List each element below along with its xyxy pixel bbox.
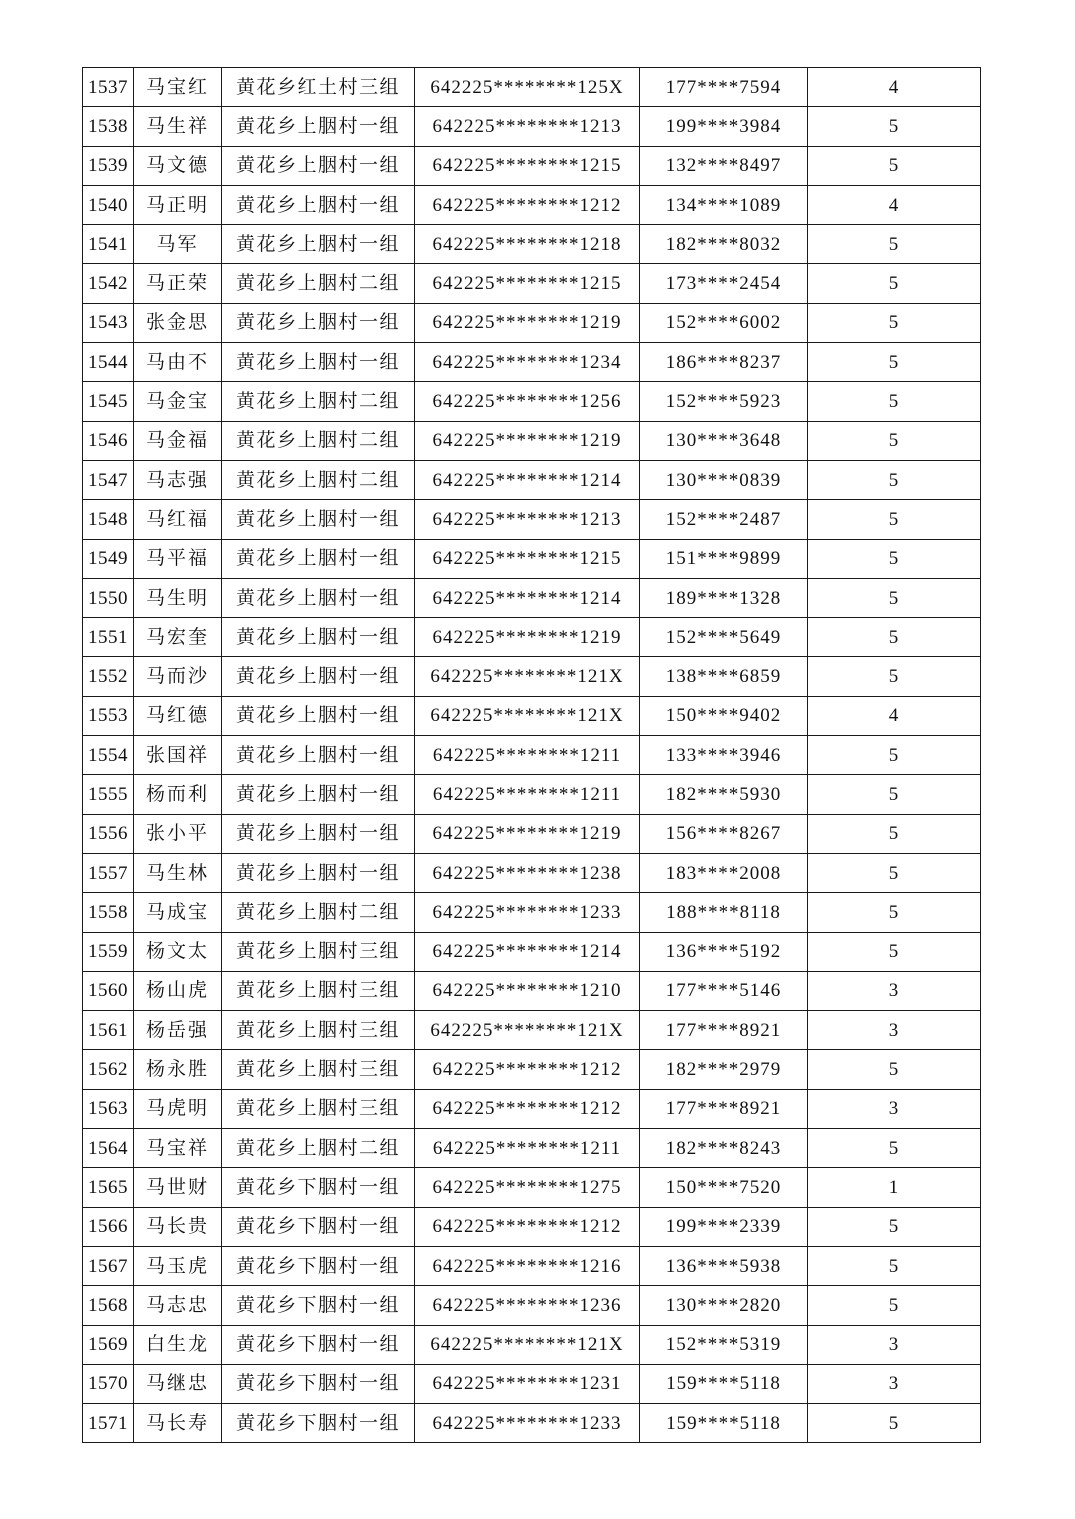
cell-id-number: 642225********1211 <box>415 775 640 814</box>
cell-seq: 1537 <box>83 68 134 107</box>
cell-id-number: 642225********1215 <box>415 264 640 303</box>
cell-id-number: 642225********1211 <box>415 736 640 775</box>
cell-address: 黄花乡上胭村一组 <box>222 736 415 775</box>
cell-name: 张小平 <box>134 814 222 853</box>
cell-count: 3 <box>808 971 981 1010</box>
cell-address: 黄花乡上胭村一组 <box>222 185 415 224</box>
table-row <box>83 1011 981 1050</box>
cell-seq: 1544 <box>83 343 134 382</box>
cell-seq: 1539 <box>83 146 134 185</box>
cell-phone: 151****9899 <box>640 539 808 578</box>
cell-seq: 1564 <box>83 1129 134 1168</box>
cell-seq: 1571 <box>83 1404 134 1443</box>
cell-id-number: 642225********1233 <box>415 893 640 932</box>
cell-name: 马志强 <box>134 460 222 499</box>
cell-address: 黄花乡上胭村二组 <box>222 264 415 303</box>
table-row <box>83 932 981 971</box>
cell-count: 5 <box>808 1246 981 1285</box>
cell-seq: 1566 <box>83 1207 134 1246</box>
cell-count: 5 <box>808 1050 981 1089</box>
cell-name: 杨而利 <box>134 775 222 814</box>
cell-phone: 186****8237 <box>640 343 808 382</box>
cell-count: 5 <box>808 225 981 264</box>
cell-address: 黄花乡上胭村一组 <box>222 343 415 382</box>
table-row <box>83 225 981 264</box>
cell-count: 4 <box>808 185 981 224</box>
cell-seq: 1555 <box>83 775 134 814</box>
cell-count: 5 <box>808 146 981 185</box>
cell-phone: 138****6859 <box>640 657 808 696</box>
cell-seq: 1560 <box>83 971 134 1010</box>
cell-id-number: 642225********1219 <box>415 618 640 657</box>
cell-seq: 1542 <box>83 264 134 303</box>
cell-address: 黄花乡上胭村一组 <box>222 539 415 578</box>
table-row <box>83 1286 981 1325</box>
cell-address: 黄花乡上胭村三组 <box>222 971 415 1010</box>
cell-count: 5 <box>808 853 981 892</box>
cell-name: 马玉虎 <box>134 1246 222 1285</box>
cell-name: 马金福 <box>134 421 222 460</box>
cell-id-number: 642225********1212 <box>415 1089 640 1128</box>
cell-seq: 1561 <box>83 1011 134 1050</box>
cell-phone: 182****8243 <box>640 1129 808 1168</box>
cell-seq: 1549 <box>83 539 134 578</box>
cell-address: 黄花乡上胭村一组 <box>222 146 415 185</box>
table-row <box>83 971 981 1010</box>
cell-seq: 1557 <box>83 853 134 892</box>
cell-name: 马正明 <box>134 185 222 224</box>
cell-name: 马世财 <box>134 1168 222 1207</box>
cell-seq: 1556 <box>83 814 134 853</box>
cell-phone: 130****2820 <box>640 1286 808 1325</box>
cell-name: 杨山虎 <box>134 971 222 1010</box>
cell-count: 5 <box>808 775 981 814</box>
cell-seq: 1551 <box>83 618 134 657</box>
cell-name: 张国祥 <box>134 736 222 775</box>
table-row <box>83 1325 981 1364</box>
cell-count: 5 <box>808 539 981 578</box>
cell-name: 马继忠 <box>134 1364 222 1403</box>
cell-name: 马志忠 <box>134 1286 222 1325</box>
cell-phone: 150****7520 <box>640 1168 808 1207</box>
cell-address: 黄花乡上胭村一组 <box>222 303 415 342</box>
cell-phone: 136****5192 <box>640 932 808 971</box>
cell-phone: 199****3984 <box>640 107 808 146</box>
cell-id-number: 642225********1218 <box>415 225 640 264</box>
cell-name: 马金宝 <box>134 382 222 421</box>
table-row <box>83 500 981 539</box>
cell-count: 5 <box>808 460 981 499</box>
cell-id-number: 642225********1215 <box>415 146 640 185</box>
cell-count: 5 <box>808 814 981 853</box>
cell-count: 5 <box>808 107 981 146</box>
cell-name: 马由不 <box>134 343 222 382</box>
table-row <box>83 1089 981 1128</box>
cell-phone: 159****5118 <box>640 1404 808 1443</box>
cell-address: 黄花乡上胭村二组 <box>222 421 415 460</box>
cell-id-number: 642225********125X <box>415 68 640 107</box>
cell-name: 马平福 <box>134 539 222 578</box>
cell-id-number: 642225********121X <box>415 1011 640 1050</box>
cell-address: 黄花乡上胭村二组 <box>222 460 415 499</box>
cell-address: 黄花乡上胭村二组 <box>222 382 415 421</box>
cell-id-number: 642225********1233 <box>415 1404 640 1443</box>
cell-address: 黄花乡上胭村一组 <box>222 696 415 735</box>
cell-name: 马成宝 <box>134 893 222 932</box>
cell-name: 马宝祥 <box>134 1129 222 1168</box>
cell-address: 黄花乡上胭村一组 <box>222 618 415 657</box>
cell-id-number: 642225********1219 <box>415 303 640 342</box>
cell-phone: 182****8032 <box>640 225 808 264</box>
cell-count: 3 <box>808 1325 981 1364</box>
cell-address: 黄花乡红土村三组 <box>222 68 415 107</box>
cell-count: 3 <box>808 1011 981 1050</box>
cell-seq: 1554 <box>83 736 134 775</box>
cell-address: 黄花乡下胭村一组 <box>222 1168 415 1207</box>
cell-id-number: 642225********1212 <box>415 185 640 224</box>
cell-id-number: 642225********1231 <box>415 1364 640 1403</box>
cell-count: 5 <box>808 893 981 932</box>
cell-seq: 1543 <box>83 303 134 342</box>
cell-name: 马红德 <box>134 696 222 735</box>
cell-address: 黄花乡上胭村一组 <box>222 500 415 539</box>
cell-seq: 1565 <box>83 1168 134 1207</box>
cell-address: 黄花乡上胭村一组 <box>222 578 415 617</box>
cell-phone: 152****5649 <box>640 618 808 657</box>
cell-id-number: 642225********1236 <box>415 1286 640 1325</box>
cell-count: 5 <box>808 421 981 460</box>
cell-seq: 1563 <box>83 1089 134 1128</box>
cell-count: 5 <box>808 382 981 421</box>
table-row <box>83 893 981 932</box>
cell-name: 杨岳强 <box>134 1011 222 1050</box>
table-row <box>83 696 981 735</box>
cell-count: 5 <box>808 1286 981 1325</box>
cell-count: 5 <box>808 500 981 539</box>
cell-seq: 1546 <box>83 421 134 460</box>
cell-address: 黄花乡上胭村一组 <box>222 775 415 814</box>
cell-name: 杨文太 <box>134 932 222 971</box>
table-row <box>83 1404 981 1443</box>
table-row <box>83 264 981 303</box>
cell-name: 马而沙 <box>134 657 222 696</box>
cell-id-number: 642225********1219 <box>415 421 640 460</box>
cell-id-number: 642225********1213 <box>415 500 640 539</box>
cell-seq: 1541 <box>83 225 134 264</box>
cell-phone: 130****3648 <box>640 421 808 460</box>
cell-phone: 150****9402 <box>640 696 808 735</box>
table-row <box>83 1207 981 1246</box>
cell-phone: 132****8497 <box>640 146 808 185</box>
cell-seq: 1559 <box>83 932 134 971</box>
cell-name: 马军 <box>134 225 222 264</box>
cell-seq: 1545 <box>83 382 134 421</box>
cell-phone: 152****5319 <box>640 1325 808 1364</box>
cell-seq: 1567 <box>83 1246 134 1285</box>
cell-id-number: 642225********1256 <box>415 382 640 421</box>
cell-phone: 134****1089 <box>640 185 808 224</box>
table-row <box>83 657 981 696</box>
cell-count: 5 <box>808 736 981 775</box>
cell-seq: 1570 <box>83 1364 134 1403</box>
cell-name: 马宝红 <box>134 68 222 107</box>
cell-phone: 177****5146 <box>640 971 808 1010</box>
table-row <box>83 382 981 421</box>
cell-address: 黄花乡上胭村一组 <box>222 225 415 264</box>
cell-count: 5 <box>808 303 981 342</box>
cell-id-number: 642225********1211 <box>415 1129 640 1168</box>
cell-address: 黄花乡上胭村三组 <box>222 1089 415 1128</box>
table-row <box>83 1129 981 1168</box>
cell-name: 马生林 <box>134 853 222 892</box>
cell-name: 马宏奎 <box>134 618 222 657</box>
table-row <box>83 303 981 342</box>
cell-count: 5 <box>808 932 981 971</box>
table-row <box>83 853 981 892</box>
cell-address: 黄花乡上胭村二组 <box>222 1129 415 1168</box>
cell-phone: 177****8921 <box>640 1011 808 1050</box>
cell-id-number: 642225********1215 <box>415 539 640 578</box>
cell-id-number: 642225********1214 <box>415 578 640 617</box>
cell-phone: 182****5930 <box>640 775 808 814</box>
cell-name: 杨永胜 <box>134 1050 222 1089</box>
cell-phone: 189****1328 <box>640 578 808 617</box>
cell-seq: 1548 <box>83 500 134 539</box>
table-row <box>83 578 981 617</box>
table-row <box>83 1168 981 1207</box>
cell-count: 3 <box>808 1089 981 1128</box>
cell-count: 5 <box>808 618 981 657</box>
cell-seq: 1550 <box>83 578 134 617</box>
table-row <box>83 1364 981 1403</box>
cell-count: 4 <box>808 696 981 735</box>
cell-id-number: 642225********1234 <box>415 343 640 382</box>
cell-phone: 199****2339 <box>640 1207 808 1246</box>
cell-count: 5 <box>808 264 981 303</box>
cell-name: 马长寿 <box>134 1404 222 1443</box>
cell-count: 5 <box>808 343 981 382</box>
cell-name: 马红福 <box>134 500 222 539</box>
table-row <box>83 618 981 657</box>
table-row <box>83 343 981 382</box>
cell-name: 马文德 <box>134 146 222 185</box>
cell-id-number: 642225********121X <box>415 696 640 735</box>
cell-phone: 152****6002 <box>640 303 808 342</box>
table-row <box>83 185 981 224</box>
cell-seq: 1568 <box>83 1286 134 1325</box>
cell-count: 3 <box>808 1364 981 1403</box>
cell-address: 黄花乡下胭村一组 <box>222 1246 415 1285</box>
roster-table <box>82 67 981 1443</box>
cell-id-number: 642225********1219 <box>415 814 640 853</box>
cell-phone: 177****7594 <box>640 68 808 107</box>
cell-phone: 188****8118 <box>640 893 808 932</box>
cell-seq: 1540 <box>83 185 134 224</box>
cell-id-number: 642225********1275 <box>415 1168 640 1207</box>
cell-phone: 156****8267 <box>640 814 808 853</box>
table-row <box>83 107 981 146</box>
cell-seq: 1558 <box>83 893 134 932</box>
cell-id-number: 642225********121X <box>415 657 640 696</box>
cell-address: 黄花乡上胭村三组 <box>222 1011 415 1050</box>
cell-phone: 133****3946 <box>640 736 808 775</box>
cell-address: 黄花乡下胭村一组 <box>222 1286 415 1325</box>
cell-address: 黄花乡下胭村一组 <box>222 1325 415 1364</box>
cell-id-number: 642225********1210 <box>415 971 640 1010</box>
cell-name: 白生龙 <box>134 1325 222 1364</box>
cell-count: 5 <box>808 657 981 696</box>
table-row <box>83 775 981 814</box>
table-row <box>83 736 981 775</box>
cell-phone: 130****0839 <box>640 460 808 499</box>
cell-phone: 177****8921 <box>640 1089 808 1128</box>
cell-name: 马虎明 <box>134 1089 222 1128</box>
cell-address: 黄花乡上胭村三组 <box>222 1050 415 1089</box>
roster-table-body <box>83 68 981 1443</box>
table-row <box>83 814 981 853</box>
cell-count: 4 <box>808 68 981 107</box>
cell-id-number: 642225********1214 <box>415 460 640 499</box>
cell-count: 5 <box>808 1404 981 1443</box>
cell-id-number: 642225********1213 <box>415 107 640 146</box>
cell-address: 黄花乡上胭村一组 <box>222 814 415 853</box>
cell-seq: 1569 <box>83 1325 134 1364</box>
cell-id-number: 642225********1216 <box>415 1246 640 1285</box>
cell-address: 黄花乡下胭村一组 <box>222 1207 415 1246</box>
cell-name: 马正荣 <box>134 264 222 303</box>
cell-address: 黄花乡下胭村一组 <box>222 1404 415 1443</box>
cell-phone: 182****2979 <box>640 1050 808 1089</box>
table-row <box>83 68 981 107</box>
cell-name: 马生祥 <box>134 107 222 146</box>
cell-seq: 1538 <box>83 107 134 146</box>
cell-phone: 159****5118 <box>640 1364 808 1403</box>
cell-phone: 173****2454 <box>640 264 808 303</box>
cell-seq: 1547 <box>83 460 134 499</box>
cell-id-number: 642225********1212 <box>415 1050 640 1089</box>
cell-phone: 152****2487 <box>640 500 808 539</box>
cell-address: 黄花乡上胭村一组 <box>222 853 415 892</box>
cell-id-number: 642225********1238 <box>415 853 640 892</box>
cell-address: 黄花乡上胭村一组 <box>222 657 415 696</box>
cell-address: 黄花乡下胭村一组 <box>222 1364 415 1403</box>
cell-address: 黄花乡上胭村二组 <box>222 893 415 932</box>
cell-address: 黄花乡上胭村三组 <box>222 932 415 971</box>
table-row <box>83 460 981 499</box>
cell-phone: 136****5938 <box>640 1246 808 1285</box>
table-row <box>83 539 981 578</box>
cell-count: 5 <box>808 1129 981 1168</box>
cell-id-number: 642225********1212 <box>415 1207 640 1246</box>
cell-count: 5 <box>808 1207 981 1246</box>
table-row <box>83 146 981 185</box>
cell-id-number: 642225********1214 <box>415 932 640 971</box>
cell-id-number: 642225********121X <box>415 1325 640 1364</box>
cell-name: 马生明 <box>134 578 222 617</box>
cell-seq: 1553 <box>83 696 134 735</box>
cell-phone: 183****2008 <box>640 853 808 892</box>
table-row <box>83 1246 981 1285</box>
cell-phone: 152****5923 <box>640 382 808 421</box>
table-row <box>83 1050 981 1089</box>
cell-seq: 1562 <box>83 1050 134 1089</box>
table-row <box>83 421 981 460</box>
cell-count: 5 <box>808 578 981 617</box>
cell-name: 张金思 <box>134 303 222 342</box>
cell-seq: 1552 <box>83 657 134 696</box>
cell-count: 1 <box>808 1168 981 1207</box>
cell-address: 黄花乡上胭村一组 <box>222 107 415 146</box>
cell-name: 马长贵 <box>134 1207 222 1246</box>
